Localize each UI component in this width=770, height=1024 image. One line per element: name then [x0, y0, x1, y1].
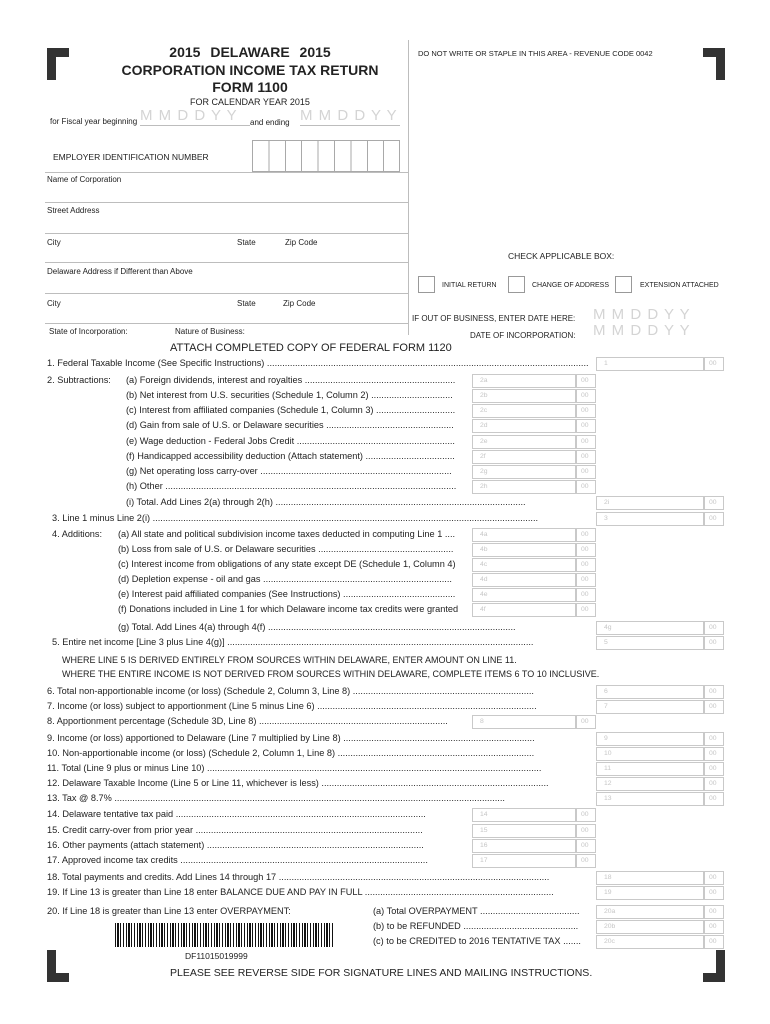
corporation-name-label: Name of Corporation: [47, 175, 122, 184]
line-l9: 9. Income (or loss) apportioned to Delaware (Line 7 multiplied by Line 8) ...........................................................................: [47, 733, 535, 743]
line-l2d: (d) Gain from sale of U.S. or Delaware securities ..................................................: [126, 420, 454, 430]
delaware-address-label: Delaware Address if Different than Above: [47, 267, 193, 276]
extension-attached-checkbox[interactable]: [615, 276, 632, 293]
box-label-b4f: 4f: [480, 606, 486, 613]
cents-label-b4f: 00: [581, 606, 589, 613]
line-l6: 6. Total non-apportionable income (or loss) (Schedule 2, Column 3, Line 8) .......................................................................: [47, 686, 534, 696]
out-of-business-date-field[interactable]: M M D D Y Y: [593, 306, 691, 323]
and-ending-label: and ending: [250, 118, 290, 127]
out-of-business-label: IF OUT OF BUSINESS, ENTER DATE HERE:: [412, 314, 576, 323]
box-label-b2g: 2g: [480, 468, 488, 475]
amount-field-b7[interactable]: [596, 700, 704, 714]
form-number: FORM 1100: [212, 79, 288, 95]
box-label-b4d: 4d: [480, 576, 488, 583]
cents-label-b4e: 00: [581, 591, 589, 598]
ein-field[interactable]: [252, 140, 400, 172]
line-l2b: (b) Net interest from U.S. securities (Schedule 1, Column 2) ................................: [126, 390, 453, 400]
amount-field-b2f[interactable]: [472, 450, 576, 464]
line-l2h: (h) Other ..................................................................................................................: [126, 481, 457, 491]
line-l4c: (c) Interest income from obligations of any state except DE (Schedule 1, Column 4): [118, 559, 456, 569]
cents-label-b4b: 00: [581, 546, 589, 553]
initial-return-label: INITIAL RETURN: [442, 282, 497, 289]
change-of-address-label: CHANGE OF ADDRESS: [532, 282, 610, 289]
line-note1: WHERE LINE 5 IS DERIVED ENTIRELY FROM SOURCES WITHIN DELAWARE, ENTER AMOUNT ON LINE 11.: [62, 655, 517, 665]
line-l4d: (d) Depletion expense - oil and gas ..........................................................................: [118, 574, 452, 584]
box-label-b17: 17: [480, 857, 488, 864]
line-l4b: (b) Loss from sale of U.S. or Delaware securities .....................................................: [118, 544, 454, 554]
line-l15: 15. Credit carry-over from prior year .........................................................................................: [47, 825, 423, 835]
reverse-side-notice: PLEASE SEE REVERSE SIDE FOR SIGNATURE LINES AND MAILING INSTRUCTIONS.: [170, 967, 593, 979]
box-label-b8: 8: [480, 718, 484, 725]
cents-label-b20a: 00: [709, 908, 717, 915]
revenue-code-notice: DO NOT WRITE OR STAPLE IN THIS AREA - REVENUE CODE 0042: [418, 49, 653, 58]
amount-field-b8[interactable]: [472, 715, 576, 729]
cents-label-b12: 00: [709, 780, 717, 787]
cents-label-b2g: 00: [581, 468, 589, 475]
box-label-b5: 5: [604, 639, 608, 646]
change-of-address-checkbox[interactable]: [508, 276, 525, 293]
line-l4f: (f) Donations included in Line 1 for which Delaware income tax credits were granted: [118, 604, 459, 614]
box-label-b2f: 2f: [480, 453, 486, 460]
form-title-year: 2015 DELAWARE 2015: [169, 44, 331, 60]
line-l20a: (a) Total OVERPAYMENT .......................................: [373, 906, 580, 916]
amount-field-b5[interactable]: [596, 636, 704, 650]
line-l3: 3. Line 1 minus Line 2(i) .......................................................................................................................................................: [52, 513, 539, 523]
cents-label-b4c: 00: [581, 561, 589, 568]
box-label-b18: 18: [604, 874, 612, 881]
line-l11: 11. Total (Line 9 plus or minus Line 10) ...................................................................................................................................: [47, 763, 542, 773]
zip-label: Zip Code: [285, 238, 318, 247]
line-l13: 13. Tax @ 8.7% .........................................................................................................................................................: [47, 793, 505, 803]
box-label-b4a: 4a: [480, 531, 488, 538]
box-label-b2b: 2b: [480, 392, 488, 399]
amount-field-b4c[interactable]: [472, 558, 576, 572]
cents-label-b8: 00: [581, 718, 589, 725]
cents-label-b7: 00: [709, 703, 717, 710]
extension-attached-label: EXTENSION ATTACHED: [640, 282, 719, 289]
box-label-b19: 19: [604, 889, 612, 896]
fiscal-begin-date-field[interactable]: M M D D Y Y: [140, 107, 238, 124]
box-label-b2e: 2e: [480, 438, 488, 445]
line-l14: 14. Delaware tentative tax paid ..................................................................................................: [47, 809, 426, 819]
line-l18: 18. Total payments and credits. Add Lines 14 through 17 ..........................................................................................................: [47, 872, 550, 882]
cents-label-b5: 00: [709, 639, 717, 646]
cents-label-b3: 00: [709, 515, 717, 522]
state-label: State: [237, 238, 256, 247]
cents-label-b4d: 00: [581, 576, 589, 583]
box-label-b10: 10: [604, 750, 612, 757]
box-label-b7: 7: [604, 703, 608, 710]
cents-label-b2b: 00: [581, 392, 589, 399]
initial-return-checkbox[interactable]: [418, 276, 435, 293]
check-box-title: CHECK APPLICABLE BOX:: [508, 251, 615, 261]
cents-label-b2h: 00: [581, 483, 589, 490]
fiscal-year-label: for Fiscal year beginning: [50, 117, 138, 126]
corner-mark-top-right: [703, 48, 725, 80]
corner-mark-bottom-right: [703, 950, 725, 982]
line-l1: 1. Federal Taxable Income (See Specific Instructions) ..............................................................................................................................: [47, 358, 589, 368]
line-l10: 10. Non-apportionable income (or loss) (Schedule 2, Column 1, Line 8) .............................................................................: [47, 748, 535, 758]
cents-label-b11: 00: [709, 765, 717, 772]
incorporation-date-field[interactable]: M M D D Y Y: [593, 322, 691, 339]
cents-label-b2e: 00: [581, 438, 589, 445]
box-label-b16: 16: [480, 842, 488, 849]
barcode: [115, 923, 333, 947]
box-label-b3: 3: [604, 515, 608, 522]
line-l17: 17. Approved income tax credits .................................................................................................: [47, 855, 428, 865]
state-of-incorporation-label: State of Incorporation:: [49, 327, 128, 336]
line-l4e: (e) Interest paid affiliated companies (See Instructions) ............................................: [118, 589, 456, 599]
box-label-b13: 13: [604, 795, 612, 802]
zip-label-2: Zip Code: [283, 299, 316, 308]
amount-field-b2c[interactable]: [472, 404, 576, 418]
line-l4: 4. Additions:: [52, 529, 103, 539]
date-of-incorporation-label: DATE OF INCORPORATION:: [470, 331, 576, 340]
box-label-b2c: 2c: [480, 407, 488, 414]
amount-field-b13[interactable]: [596, 792, 704, 806]
line-l8: 8. Apportionment percentage (Schedule 3D, Line 8) ..........................................................................: [47, 716, 448, 726]
amount-field-b19[interactable]: [596, 886, 704, 900]
nature-of-business-label: Nature of Business:: [175, 327, 245, 336]
line-l4g: (g) Total. Add Lines 4(a) through 4(f) .................................................................................................: [118, 622, 516, 632]
form-title: CORPORATION INCOME TAX RETURN: [121, 62, 379, 78]
cents-label-b18: 00: [709, 874, 717, 881]
amount-field-b11[interactable]: [596, 762, 704, 776]
amount-field-b4g[interactable]: [596, 621, 704, 635]
box-label-b2h: 2h: [480, 483, 488, 490]
cents-label-b4a: 00: [581, 531, 589, 538]
cents-label-b2c: 00: [581, 407, 589, 414]
fiscal-end-date-field[interactable]: M M D D Y Y: [300, 107, 398, 124]
amount-field-b10[interactable]: [596, 747, 704, 761]
line-l12: 12. Delaware Taxable Income (Line 5 or Line 11, whichever is less) .........................................................................................: [47, 778, 549, 788]
corner-mark-bottom-left: [47, 950, 69, 982]
street-address-label: Street Address: [47, 206, 100, 215]
box-label-b20c: 20c: [604, 938, 615, 945]
ein-label: EMPLOYER IDENTIFICATION NUMBER: [53, 152, 209, 162]
amount-field-b4f[interactable]: [472, 603, 576, 617]
box-label-b4e: 4e: [480, 591, 488, 598]
line-l7: 7. Income (or loss) subject to apportionment (Line 5 minus Line 6) ......................................................................................: [47, 701, 537, 711]
city-label: City: [47, 238, 61, 247]
amount-field-b1[interactable]: [596, 357, 704, 371]
cents-label-b9: 00: [709, 735, 717, 742]
line-l2c: (c) Interest from affiliated companies (Schedule 1, Column 3) ...............................: [126, 405, 456, 415]
box-label-b14: 14: [480, 811, 488, 818]
state-label-2: State: [237, 299, 256, 308]
box-label-b2d: 2d: [480, 422, 488, 429]
box-label-b1: 1: [604, 360, 608, 367]
corporation-name-field[interactable]: [45, 186, 408, 202]
amount-field-b6[interactable]: [596, 685, 704, 699]
delaware-address-field[interactable]: [45, 277, 408, 293]
box-label-b4g: 4g: [604, 624, 612, 631]
box-label-b6: 6: [604, 688, 608, 695]
line-note2: WHERE THE ENTIRE INCOME IS NOT DERIVED FROM SOURCES WITHIN DELAWARE, COMPLETE ITEMS 6 TO 10 INCLUSIVE.: [62, 669, 600, 679]
cents-label-b2i: 00: [709, 499, 717, 506]
amount-field-b3[interactable]: [596, 512, 704, 526]
cents-label-b15: 00: [581, 827, 589, 834]
cents-label-b16: 00: [581, 842, 589, 849]
cents-label-b20c: 00: [709, 938, 717, 945]
attach-notice: ATTACH COMPLETED COPY OF FEDERAL FORM 1120: [170, 342, 452, 354]
line-l2a: (a) Foreign dividends, interest and royalties ...........................................................: [126, 375, 456, 385]
box-label-b11: 11: [604, 765, 612, 772]
line-l20b: (b) to be REFUNDED .............................................: [373, 921, 579, 931]
line-l2i: (i) Total. Add Lines 2(a) through 2(h) ..................................................................................................: [126, 497, 526, 507]
amount-field-b12[interactable]: [596, 777, 704, 791]
line-l2g: (g) Net operating loss carry-over ...........................................................................: [126, 466, 452, 476]
line-l19: 19. If Line 13 is greater than Line 18 enter BALANCE DUE AND PAY IN FULL ..........................................................................: [47, 887, 554, 897]
line-l20: 20. If Line 18 is greater than Line 13 enter OVERPAYMENT:: [47, 906, 291, 916]
line-l20c: (c) to be CREDITED to 2016 TENTATIVE TAX .......: [373, 936, 581, 946]
amount-field-b18[interactable]: [596, 871, 704, 885]
line-l5: 5. Entire net income [Line 3 plus Line 4(g)] ........................................................................................................................: [52, 637, 534, 647]
cents-label-b19: 00: [709, 889, 717, 896]
line-l2: 2. Subtractions:: [47, 375, 111, 385]
box-label-b12: 12: [604, 780, 612, 787]
amount-field-b2i[interactable]: [596, 496, 704, 510]
line-l2e: (e) Wage deduction - Federal Jobs Credit ..............................................................: [126, 436, 455, 446]
box-label-b15: 15: [480, 827, 488, 834]
line-l16: 16. Other payments (attach statement) .....................................................................................: [47, 840, 424, 850]
cents-label-b6: 00: [709, 688, 717, 695]
calendar-year-label: FOR CALENDAR YEAR 2015: [190, 97, 310, 107]
city-label-2: City: [47, 299, 61, 308]
amount-field-b9[interactable]: [596, 732, 704, 746]
box-label-b2i: 2i: [604, 499, 610, 506]
line-l4a: (a) All state and political subdivision income taxes deducted in computing Line 1 ....: [118, 529, 456, 539]
cents-label-b1: 00: [709, 360, 717, 367]
cents-label-b10: 00: [709, 750, 717, 757]
cents-label-b14: 00: [581, 811, 589, 818]
box-label-b2a: 2a: [480, 377, 488, 384]
box-label-b20a: 20a: [604, 908, 616, 915]
box-label-b9: 9: [604, 735, 608, 742]
box-label-b4c: 4c: [480, 561, 488, 568]
box-label-b4b: 4b: [480, 546, 488, 553]
cents-label-b2f: 00: [581, 453, 589, 460]
cents-label-b17: 00: [581, 857, 589, 864]
form-code: DF11015019999: [185, 951, 248, 961]
box-label-b20b: 20b: [604, 923, 616, 930]
line-l2f: (f) Handicapped accessibility deduction (Attach statement) ...................................: [126, 451, 455, 461]
cents-label-b13: 00: [709, 795, 717, 802]
cents-label-b2d: 00: [581, 422, 589, 429]
cents-label-b4g: 00: [709, 624, 717, 631]
cents-label-b2a: 00: [581, 377, 589, 384]
cents-label-b20b: 00: [709, 923, 717, 930]
street-address-field[interactable]: [45, 217, 408, 233]
